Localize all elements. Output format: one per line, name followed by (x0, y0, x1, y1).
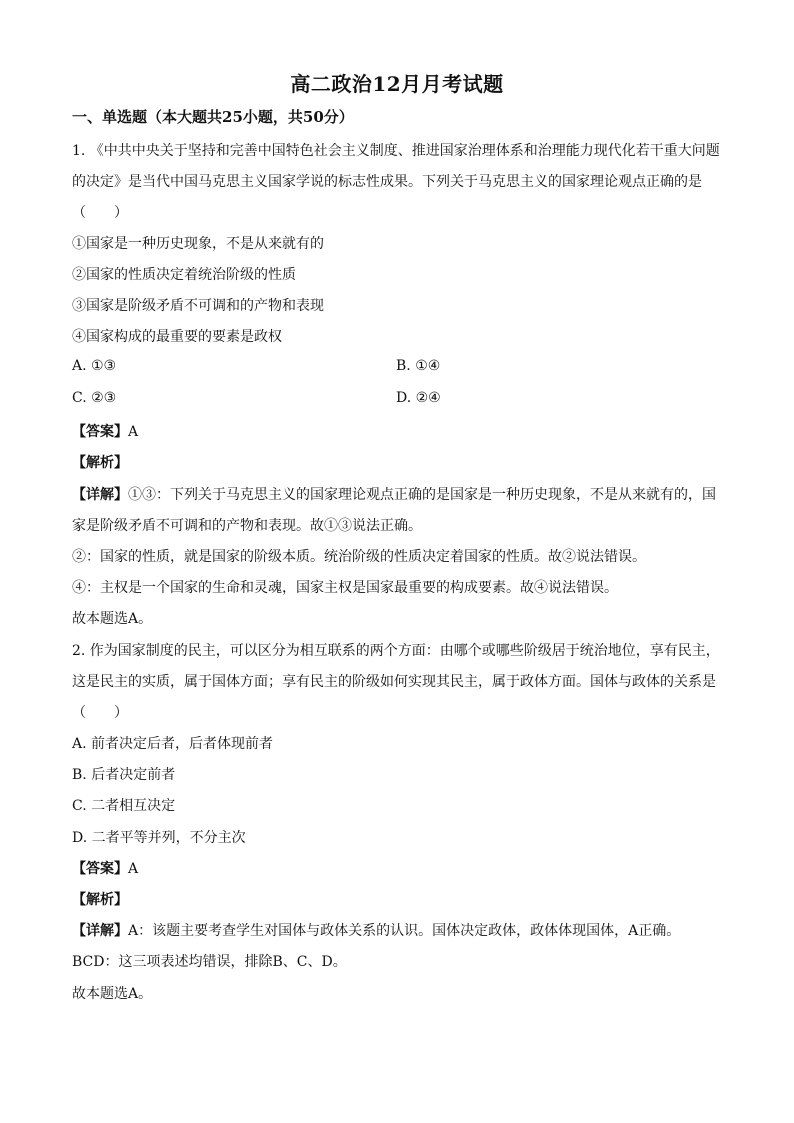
q2-detail-line-2: BCD：这三项表述均错误，排除B、C、D。 (72, 954, 347, 970)
q1-option-b: B. ①④ (396, 358, 441, 374)
q1-statement-4: ④国家构成的最重要的要素是政权 (72, 329, 282, 345)
q2-detail-text-1: A：该题主要考查学生对国体与政体关系的认识。国体决定政体，政体体现国体，A正确。 (128, 923, 681, 939)
q1-detail-line-2: 家是阶级矛盾不可调和的产物和表现。故①③说法正确。 (72, 518, 422, 534)
q2-analysis-tag: 【解析】 (72, 892, 128, 908)
q1-answer-value: A (128, 424, 139, 440)
page-title: 高二政治12月月考试题 (290, 72, 504, 96)
q1-detail-line-4: ④：主权是一个国家的生命和灵魂，国家主权是国家最重要的构成要素。故④说法错误。 (72, 580, 618, 596)
q1-option-a: A. ①③ (72, 358, 117, 374)
q1-detail-line-3: ②：国家的性质，就是国家的阶级本质。统治阶级的性质决定着国家的性质。故②说法错误。 (72, 549, 646, 565)
q1-statement-1: ①国家是一种历史现象，不是从来就有的 (72, 236, 324, 252)
q2-answer-value: A (128, 861, 139, 877)
q2-option-c: C. 二者相互决定 (72, 798, 176, 814)
q1-answer-tag: 【答案】 (72, 424, 128, 440)
q2-conclusion: 故本题选A。 (72, 986, 153, 1002)
q1-analysis-tag: 【解析】 (72, 455, 128, 471)
q2-option-a: A. 前者决定后者，后者体现前者 (72, 736, 274, 752)
q2-detail-line-1 (72, 920, 680, 940)
q1-detail-text-1: ①③：下列关于马克思主义的国家理论观点正确的是国家是一种历史现象，不是从来就有的，国 (128, 487, 716, 503)
q2-answer-paren: （ ） (72, 705, 128, 721)
q2-option-d: D. 二者平等并列，不分主次 (72, 830, 246, 846)
q1-option-c: C. ②③ (72, 390, 117, 406)
q1-statement-3: ③国家是阶级矛盾不可调和的产物和表现 (72, 298, 324, 314)
q2-option-b: B. 后者决定前者 (72, 767, 176, 783)
q1-stem-line-2: 的决定》是当代中国马克思主义国家学说的标志性成果。下列关于马克思主义的国家理论观点正确的是 (72, 174, 702, 190)
section-heading: 一、单选题（本大题共25小题，共50分） (72, 108, 354, 126)
q1-conclusion: 故本题选A。 (72, 611, 153, 627)
q2-answer-tag: 【答案】 (72, 861, 128, 877)
q2-stem-line-1: 2. 作为国家制度的民主，可以区分为相互联系的两个方面：由哪个或哪些阶级居于统治地位，享有民主， (72, 643, 720, 659)
q2-answer (72, 858, 138, 878)
q1-option-d: D. ②④ (396, 390, 441, 406)
q1-answer-paren: （ ） (72, 205, 128, 221)
q1-detail-tag: 【详解】 (72, 487, 128, 503)
q1-stem-line-1: 1. 《中共中央关于坚持和完善中国特色社会主义制度、推进国家治理体系和治理能力现代化若干重大问题 (72, 143, 720, 159)
q2-detail-tag: 【详解】 (72, 923, 128, 939)
q2-stem-line-2: 这是民主的实质，属于国体方面；享有民主的阶级如何实现其民主，属于政体方面。国体与政体的关系是 (72, 674, 716, 690)
q1-detail-line-1 (72, 484, 716, 504)
q1-statement-2: ②国家的性质决定着统治阶级的性质 (72, 267, 296, 283)
q1-answer (72, 421, 138, 441)
